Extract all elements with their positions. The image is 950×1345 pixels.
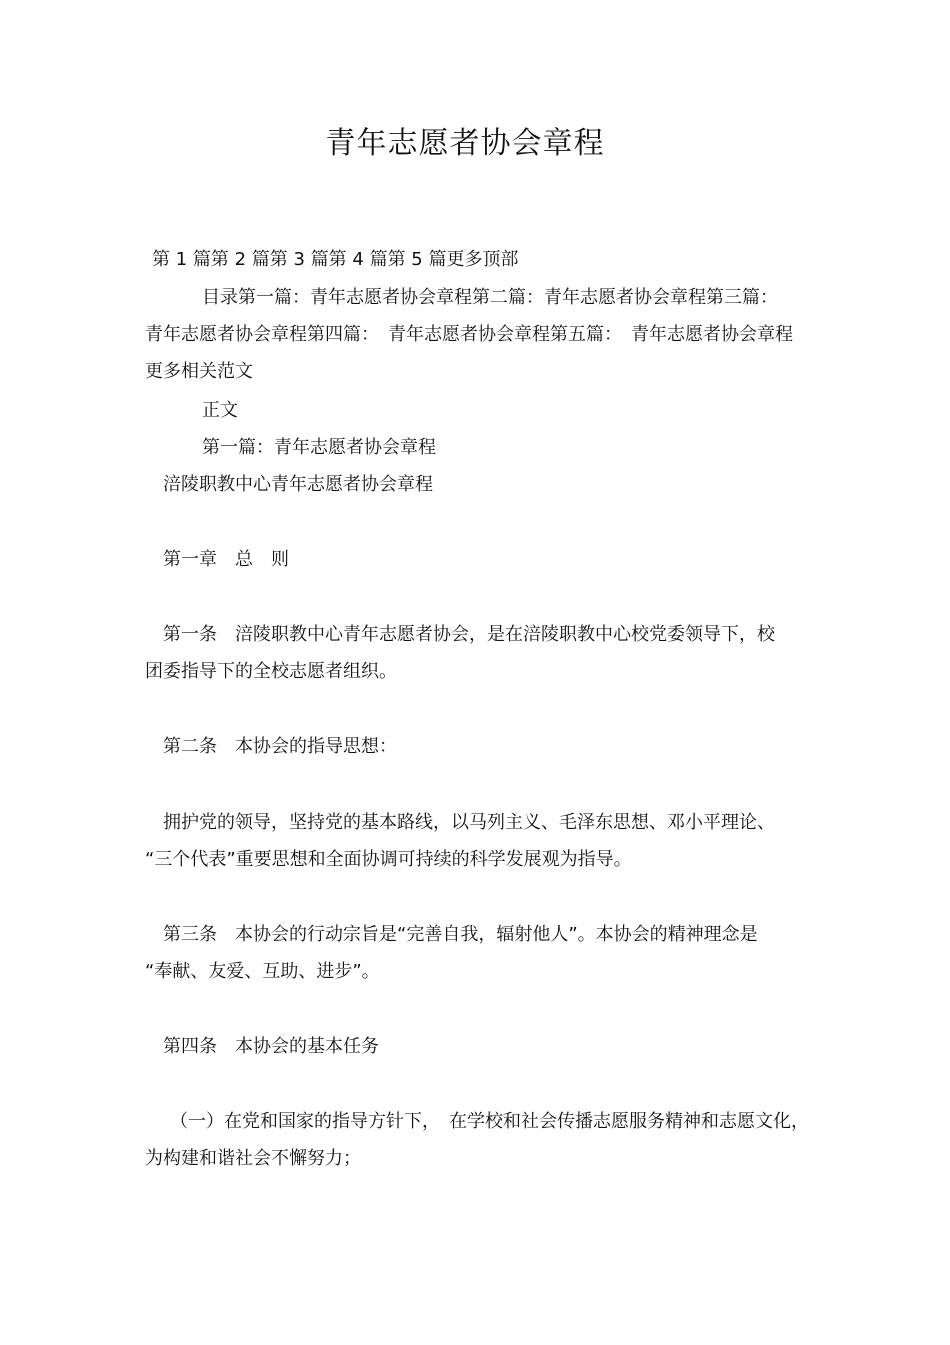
article-text: 第一条 涪陵职教中心青年志愿者协会，是在涪陵职教中心校党委领导下，校 <box>163 624 775 645</box>
toc-line: 更多相关范文 <box>145 361 253 382</box>
toc-line: 目录第一篇：青年志愿者协会章程第二篇：青年志愿者协会章程第三篇： <box>202 287 778 308</box>
part-heading: 第一篇：青年志愿者协会章程 <box>202 437 436 458</box>
article-text: “奉献、友爱、互助、进步”。 <box>145 961 380 982</box>
article-text: “三个代表”重要思想和全面协调可持续的科学发展观为指导。 <box>145 849 632 870</box>
article-text: 第二条 本协会的指导思想： <box>163 736 397 757</box>
article-text: 为构建和谐社会不懈努力； <box>145 1148 361 1169</box>
toc-line: 青年志愿者协会章程第四篇： 青年志愿者协会章程第五篇： 青年志愿者协会章程 <box>145 324 793 345</box>
article-text: 拥护党的领导，坚持党的基本路线，以马列主义、毛泽东思想、邓小平理论、 <box>163 812 775 833</box>
article-text: 团委指导下的全校志愿者组织。 <box>145 661 397 682</box>
body-heading: 正文 <box>202 400 238 421</box>
article-text: （一）在党和国家的指导方针下， 在学校和社会传播志愿服务精神和志愿文化， <box>170 1111 809 1132</box>
charter-title: 涪陵职教中心青年志愿者协会章程 <box>163 474 433 495</box>
part-navigation: 第 1 篇第 2 篇第 3 篇第 4 篇第 5 篇更多顶部 <box>152 249 519 270</box>
article-text: 第三条 本协会的行动宗旨是“完善自我，辐射他人”。本协会的精神理念是 <box>163 924 758 945</box>
chapter-heading: 第一章 总 则 <box>163 549 289 570</box>
article-text: 第四条 本协会的基本任务 <box>163 1036 379 1057</box>
document-title: 青年志愿者协会章程 <box>325 126 605 161</box>
